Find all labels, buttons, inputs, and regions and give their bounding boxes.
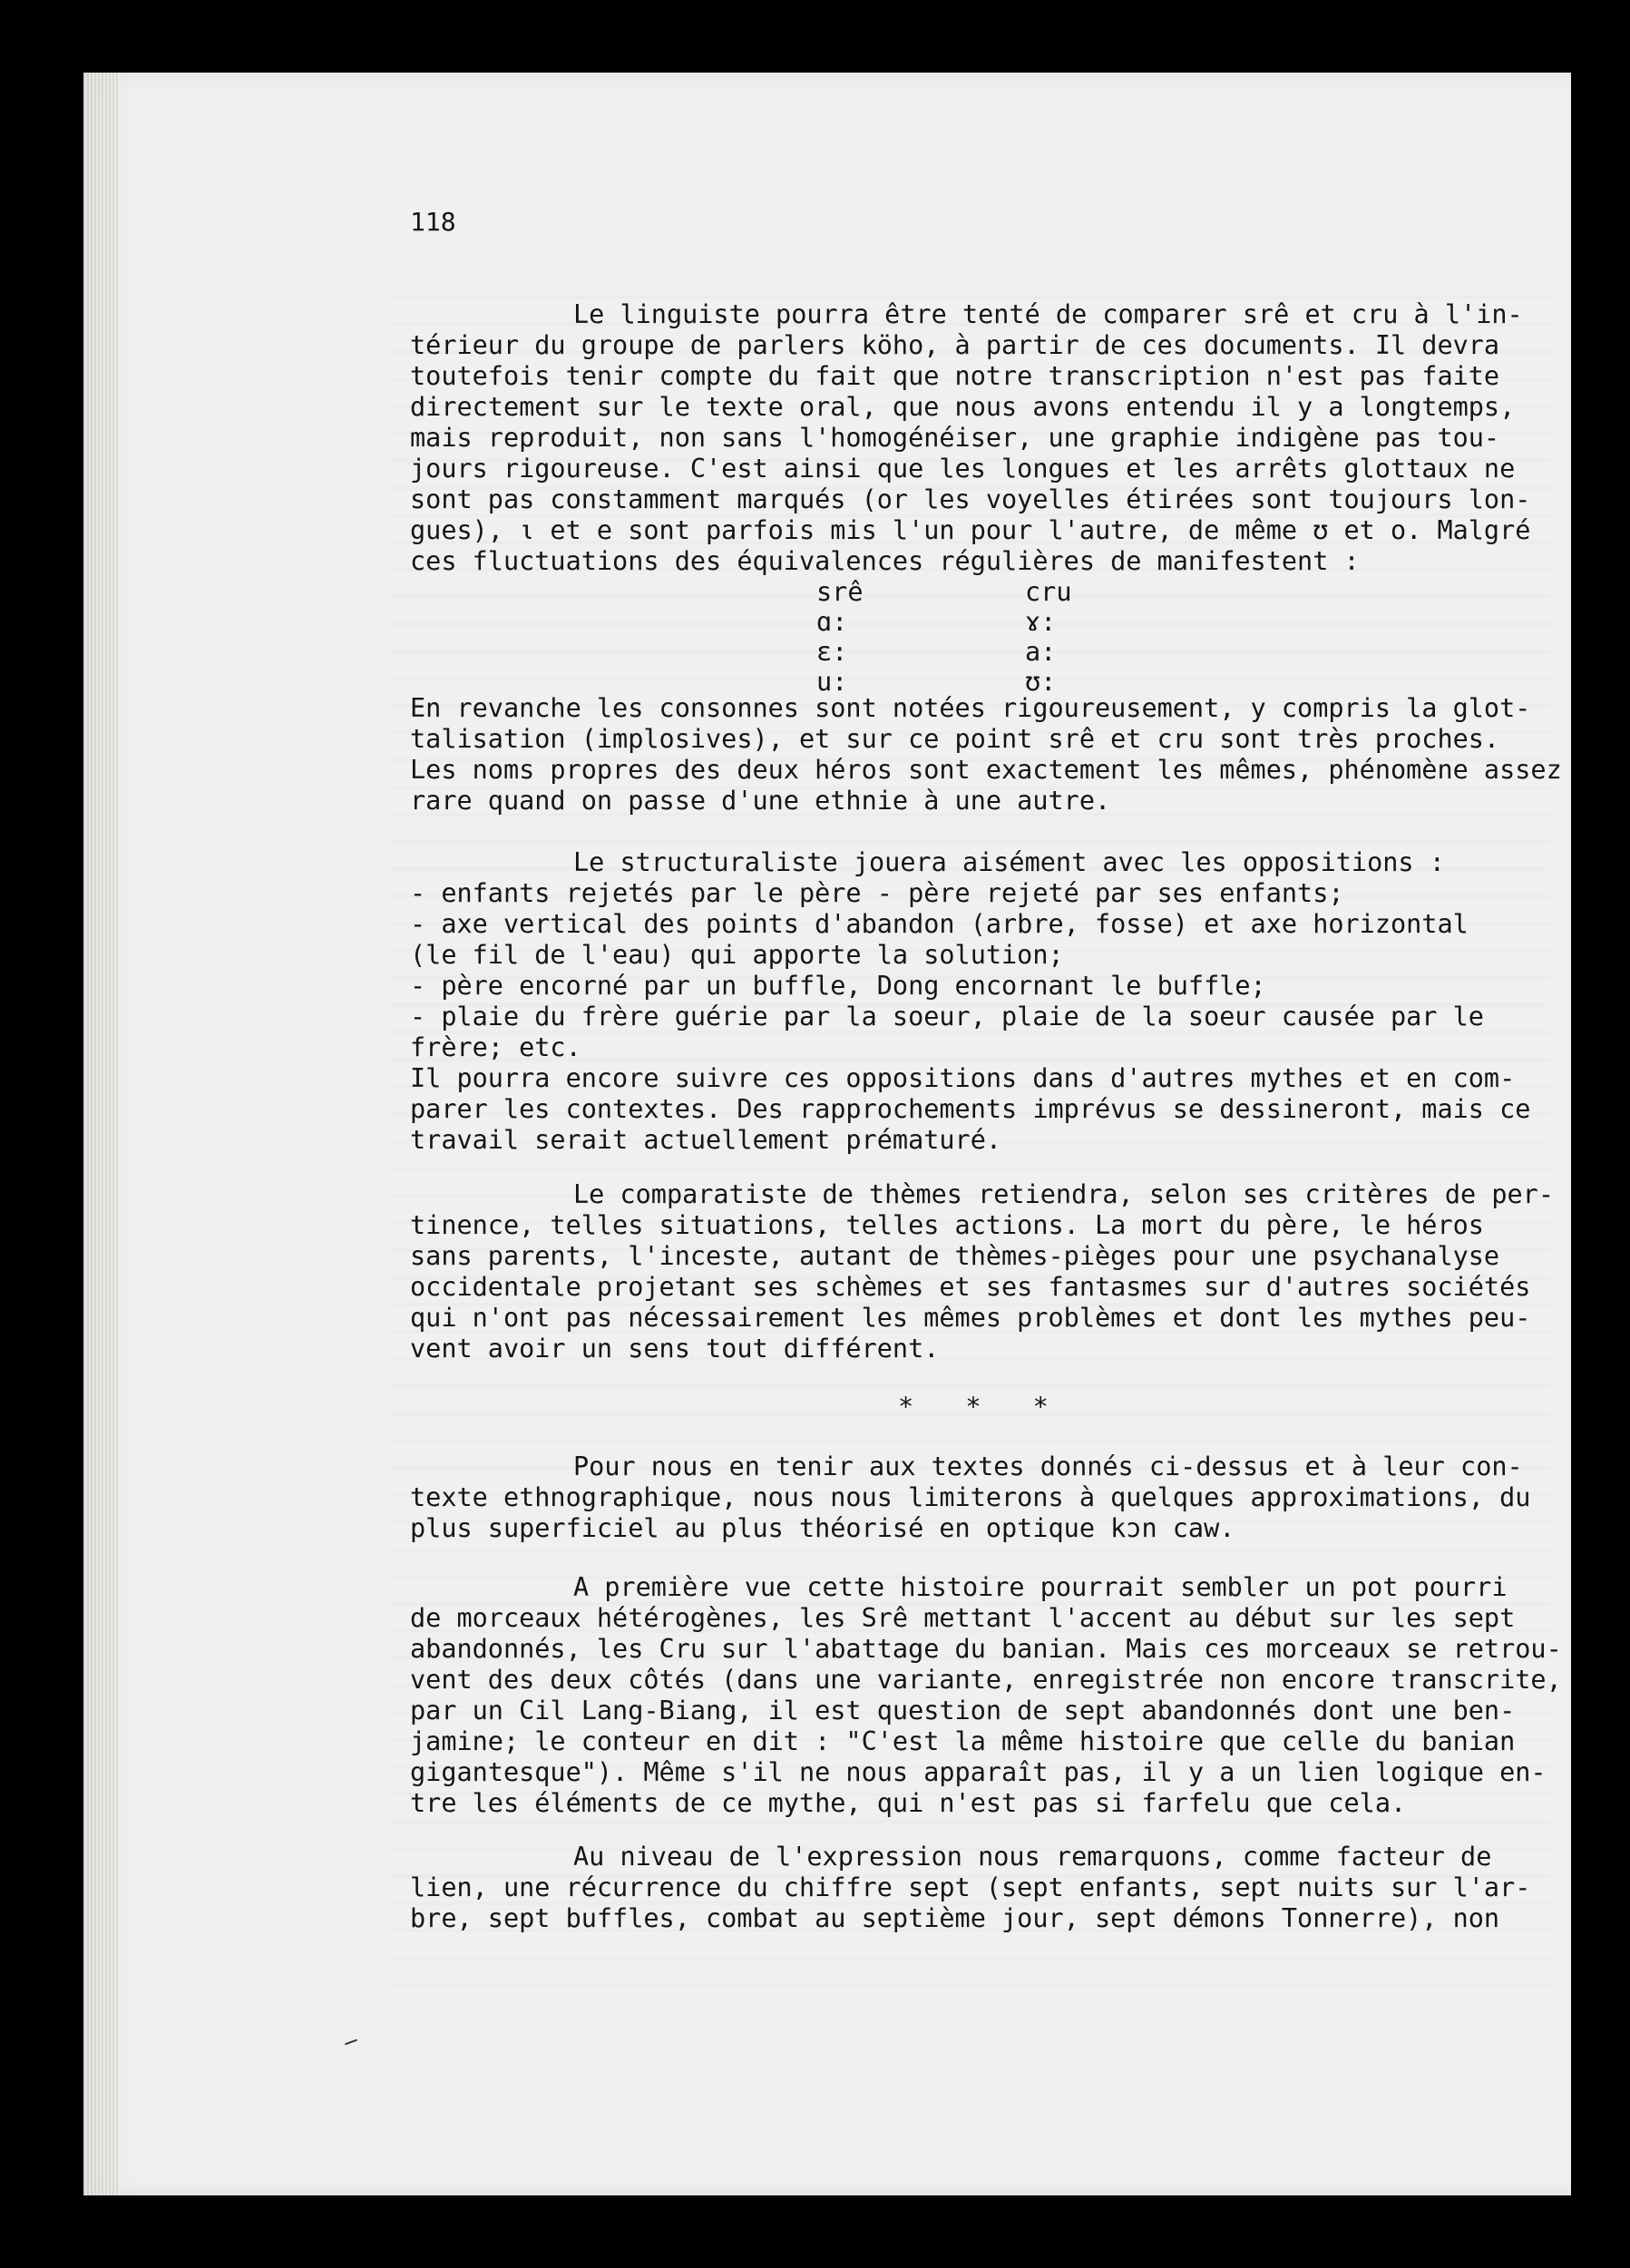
text-line: abandonnés, les Cru sur l'abattage du banian. Mais ces morceaux se retrou- bbox=[410, 1634, 1562, 1664]
text-line: sont pas constamment marqués (or les voyelles étirées sont toujours lon- bbox=[410, 484, 1531, 514]
text-line: vent des deux côtés (dans une variante, enregistrée non encore transcrite, bbox=[410, 1665, 1562, 1695]
page-number: 118 bbox=[410, 207, 456, 237]
paragraph-5 bbox=[410, 1452, 1530, 1544]
text-line: sans parents, l'inceste, autant de thèmes-pièges pour une psychanalyse bbox=[410, 1241, 1500, 1271]
text-line: qui n'ont pas nécessairement les mêmes problèmes et dont les mythes peu- bbox=[410, 1303, 1531, 1333]
text-line: Il pourra encore suivre ces oppositions dans d'autres mythes et en com- bbox=[410, 1063, 1516, 1093]
text-line: bre, sept buffles, combat au septième jour, sept démons Tonnerre), non bbox=[410, 1903, 1500, 1933]
text-line: parer les contextes. Des rapprochements imprévus se dessineront, mais ce bbox=[410, 1094, 1531, 1124]
text-line: Le linguiste pourra être tenté de comparer srê et cru à l'in- bbox=[573, 299, 1523, 329]
list-item: - enfants rejetés par le père - père rejeté par ses enfants; bbox=[410, 878, 1344, 908]
text-line: occidentale projetant ses schèmes et ses fantasmes sur d'autres sociétés bbox=[410, 1272, 1531, 1302]
text-line: Pour nous en tenir aux textes donnés ci-dessus et à leur con- bbox=[573, 1452, 1523, 1481]
paragraph-4 bbox=[410, 1179, 1554, 1364]
text-line: Le comparatiste de thèmes retiendra, selon ses critères de per- bbox=[573, 1179, 1554, 1209]
text-line: par un Cil Lang-Biang, il est question de sept abandonnés dont une ben- bbox=[410, 1696, 1516, 1725]
text-line: jamine; le conteur en dit : "C'est la même histoire que celle du banian bbox=[410, 1726, 1516, 1756]
text-line: plus superficiel au plus théorisé en optique kɔn caw. bbox=[410, 1513, 1235, 1543]
text-line: En revanche les consonnes sont notées rigoureusement, y compris la glot- bbox=[410, 693, 1531, 723]
vowel-cell: u: bbox=[816, 667, 848, 697]
text-line: rare quand on passe d'une ethnie à une autre. bbox=[410, 786, 1111, 816]
list-item: - axe vertical des points d'abandon (arbre, fosse) et axe horizontal bbox=[410, 909, 1469, 939]
vowel-cell: ɤ: bbox=[1025, 607, 1057, 637]
text-line: lien, une récurrence du chiffre sept (sept enfants, sept nuits sur l'ar- bbox=[410, 1872, 1531, 1902]
text-line: mais reproduit, non sans l'homogénéiser, une graphie indigène pas tou- bbox=[410, 423, 1500, 453]
paragraph-1 bbox=[410, 299, 1530, 577]
equivalences-column-cru bbox=[1025, 577, 1071, 697]
text-line: de morceaux hétérogènes, les Srê mettant l'accent au début sur les sept bbox=[410, 1603, 1516, 1633]
text-line: directement sur le texte oral, que nous avons entendu il y a longtemps, bbox=[410, 392, 1516, 422]
vowel-cell: a: bbox=[1025, 637, 1057, 667]
text-line: toutefois tenir compte du fait que notre transcription n'est pas faite bbox=[410, 361, 1500, 391]
text-line: tre les éléments de ce mythe, qui n'est pas si farfelu que cela. bbox=[410, 1788, 1407, 1818]
text-line: Au niveau de l'expression nous remarquons, comme facteur de bbox=[573, 1842, 1492, 1872]
vowel-cell: ʊ: bbox=[1025, 667, 1057, 697]
text-line: (le fil de l'eau) qui apporte la solution; bbox=[410, 940, 1064, 970]
equivalences-column-sre bbox=[816, 577, 863, 697]
equivalences-header: cru bbox=[1025, 577, 1072, 607]
vowel-cell: ɑ: bbox=[816, 607, 848, 637]
text-line: Les noms propres des deux héros sont exactement les mêmes, phénomène assez bbox=[410, 755, 1562, 785]
text-line: gigantesque"). Même s'il ne nous apparaît pas, il y a un lien logique en- bbox=[410, 1757, 1547, 1787]
text-line: frère; etc. bbox=[410, 1032, 581, 1062]
text-line: tinence, telles situations, telles actions. La mort du père, le héros bbox=[410, 1210, 1484, 1240]
equivalences-header: srê bbox=[816, 577, 864, 607]
text-line: jours rigoureuse. C'est ainsi que les longues et les arrêts glottaux ne bbox=[410, 454, 1516, 484]
text-line: A première vue cette histoire pourrait sembler un pot pourri bbox=[573, 1572, 1508, 1602]
paragraph-3 bbox=[410, 847, 1530, 1156]
page-edge-stack bbox=[83, 73, 120, 2195]
paragraph-2 bbox=[410, 693, 1562, 816]
list-item: - père encorné par un buffle, Dong encornant le buffle; bbox=[410, 971, 1266, 1001]
paragraph-6 bbox=[410, 1572, 1562, 1819]
text-line: talisation (implosives), et sur ce point srê et cru sont très proches. bbox=[410, 724, 1500, 754]
text-line: travail serait actuellement prématuré. bbox=[410, 1125, 1002, 1155]
vowel-cell: ɛ: bbox=[816, 637, 848, 667]
text-line: vent avoir un sens tout différent. bbox=[410, 1334, 940, 1364]
text-line: ces fluctuations des équivalences régulières de manifestent : bbox=[410, 546, 1360, 576]
text-line: texte ethnographique, nous nous limiterons à quelques approximations, du bbox=[410, 1482, 1531, 1512]
list-item: - plaie du frère guérie par la soeur, plaie de la soeur causée par le bbox=[410, 1002, 1484, 1031]
section-separator: * * * bbox=[898, 1392, 1067, 1422]
text-line: gues), ι et e sont parfois mis l'un pour l'autre, de même ʊ et o. Malgré bbox=[410, 515, 1531, 545]
text-line: térieur du groupe de parlers köho, à partir de ces documents. Il devra bbox=[410, 330, 1500, 360]
text-line: Le structuraliste jouera aisément avec les oppositions : bbox=[573, 847, 1445, 877]
paragraph-7 bbox=[410, 1842, 1530, 1934]
